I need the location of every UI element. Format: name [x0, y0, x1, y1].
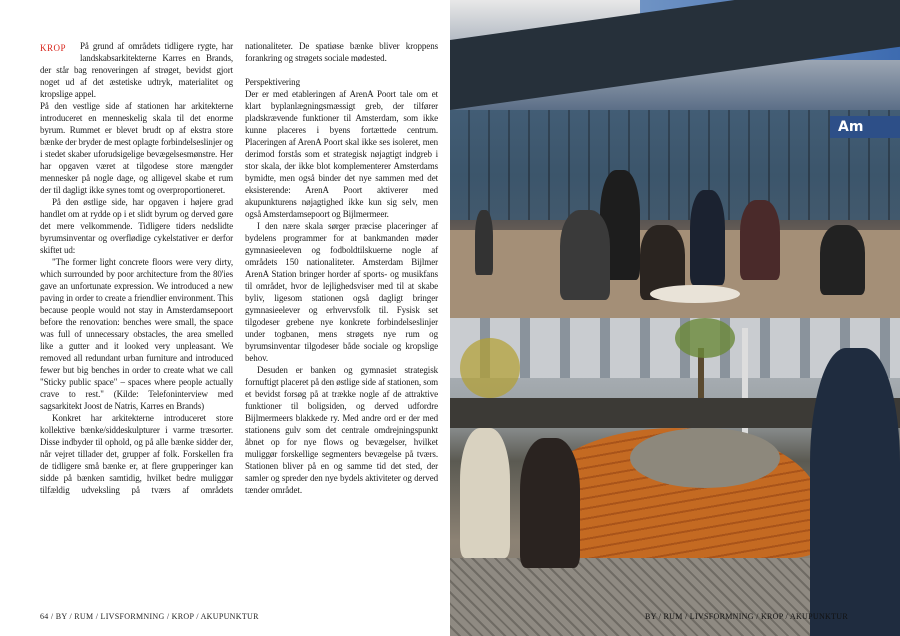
paragraph: Konkret har arkitekterne introduceret store kollektive bænke/siddeskulpturer i varme træsorter. Disse indbyder til ophold, og på alle bænke sidder der, når vejret tillader det, grupper af folk. Forskellen fra de tidligere små bænke er, at flere grupperinger kan sidde på bænken samtidig, hvilket bedre muliggør tilfældig udveksling på tværs af områdets nationaliteter. De spatiøse bænke bliver kroppens forankring og strøgets sociale mødested.	[40, 41, 438, 495]
section-kicker: KROP	[40, 43, 67, 53]
paragraph: Desuden er banken og gymnasiet strategisk fornuftigt placeret på den østlige side af stationen, som et bevidst forsøg på at trække nogle af de attraktive funktioner til boligsiden, og derved udfordre Bijlmermeers blakkede ry. Med andre ord er der med stationens gulv som det centrale omdrejningspunkt åbnet op for nye flows og bevægelser, hvilket muliggør forskellige segmenters bevægelse på tværs. Stationen bliver på en og samme tid det sted, der samler og spreder den nye bydels aktiviteter og derved tænder området.	[245, 365, 438, 495]
subheading: Perspektivering	[245, 77, 300, 87]
paragraph: På den østlige side, har opgaven i højere grad handlet om at rydde op i et slidt byrum og derved gøre det mere velkommende. Tidligere tiders nedslidte byrumsinventar og overflødige cykelstativer er derfor skiftet ud:	[40, 197, 233, 255]
station-sign: Am	[830, 116, 900, 138]
plaza-bench-photo	[450, 318, 900, 636]
paragraph: Der er med etableringen af ArenA Poort tale om et klart byplanlægningsmæssigt greb, der tilfører pladskrævende funktioner til Amsterdam, som ikke kunne placeres i byens fortættede centrum. Placeringen af ArenA Poort skal ikke ses isoleret, men derimod forstås som et strategisk nøjagtigt indgreb i stor skala, der ikke blot komplementerer Amsterdams bymidte, men også binder det nye sammen med det eksisterende: ArenA Poort aktiverer med akupunkturens nøjagtighed ikke kun sig selv, men også Amsterdamsepoort og Bijlmermeer.	[245, 89, 438, 219]
paragraph: På grund af områdets tidligere rygte, har landskabsarkitekterne Karres en Brands, der står bag renoveringen af strøget, bevidst gjort noget ud af det æstetiske udtryk, materialitet og kropslige appel.	[40, 41, 233, 99]
paragraph: På den vestlige side af stationen har arkitekterne introduceret en menneskelig skala til det enorme byrum. Rummet er blevet brudt op af ekstra store bænke der bryder de mest oplagte forbindelseslinjer og i stedet skaber uforudsigelige bevægelsesmønstre. Her har opgaven været at tilgodese store mængder mennesker på nogle dage, og alligevel skabe et rum der til dagligt ikke synes tomt og overproportioneret.	[40, 101, 233, 195]
quote-paragraph: "The former light concrete floors were very dirty, which surrounded by poor architecture from the 80'ies gave an unfortunate expression. We introduced a new paving in order to create a friendlier environment. This because people would not stay in Amsterdamsepoort before the renovation: benches were small, the space was full of unnecessary obstacles, the area smelled like a gutter and it looked very unpleasant. We removed all redundant urban furniture and introduced fewer but big benches in order to create what we call "Sticky public space" – spaces where people actually crave to rest." (Kilde: Telefoninterview med sagsarkitekt Joost de Natris, Karres en Brands)	[40, 257, 233, 411]
article-body	[40, 40, 438, 496]
station-photo	[450, 0, 900, 318]
page-footer-left: 64 / BY / RUM / LIVSFORMNING / KROP / AKUPUNKTUR	[40, 612, 259, 621]
paragraph: I den nære skala sørger præcise placeringer af bydelens programmer for at bankmanden møder gymnasieeleven og fodboldtilskuerne nogle af områdets 150 nationaliteter. Amsterdam Bijlmer ArenA Station bringer horder af sports- og musikfans til området, hvor de lejlighedsviser med til at skabe byliv, ligesom stationen også dagligt bringer gymnasieelever og erhvervsfolk til. Fysisk set tilgodeser grebene nye konkrete forbindelseslinjer under togbanen, mens strøgets nye rum og byrumsinventar tilgodeser både sociale og kropslige behov.	[245, 221, 438, 363]
page-footer-right: BY / RUM / LIVSFORMNING / KROP / AKUPUNKTUR	[645, 612, 848, 621]
